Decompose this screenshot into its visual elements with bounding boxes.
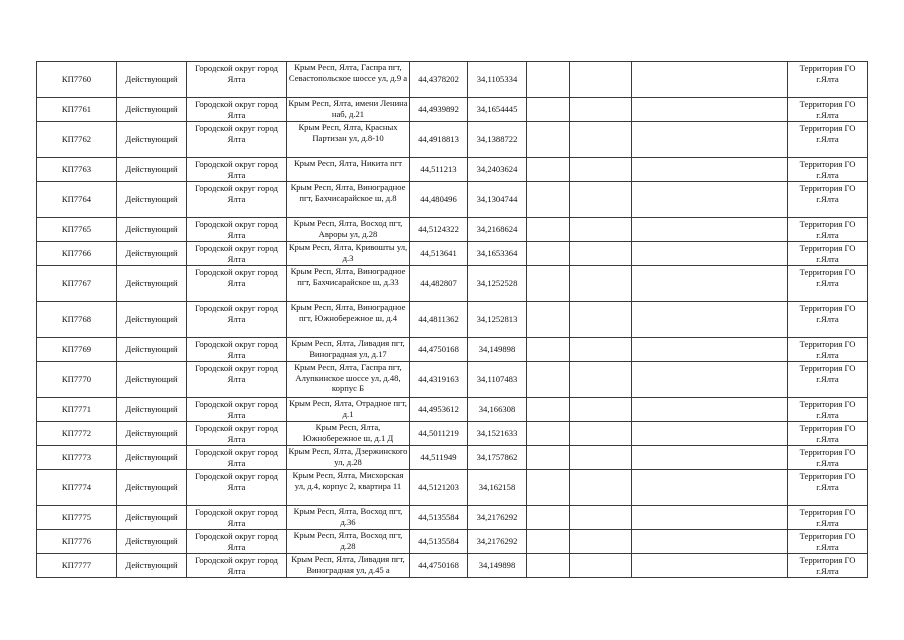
latitude-cell: 44,511949: [410, 446, 468, 470]
latitude-cell: 44,5124322: [410, 218, 468, 242]
address-cell: Крым Респ, Ялта, Восход пгт, д.36: [287, 506, 410, 530]
district-cell: Городской округ город Ялта: [187, 266, 287, 302]
address-cell: Крым Респ, Ялта, Ливадия пгт, Виноградная ул, д.45 а: [287, 554, 410, 578]
empty-cell: [527, 266, 570, 302]
empty-cell: [570, 302, 632, 338]
status-cell: Действующий: [117, 530, 187, 554]
empty-cell: [570, 422, 632, 446]
latitude-cell: 44,4939892: [410, 98, 468, 122]
table-row: [37, 302, 868, 338]
address-cell: Крым Респ, Ялта, Отрадное пгт, д.1: [287, 398, 410, 422]
status-cell: Действующий: [117, 362, 187, 398]
latitude-cell: 44,5135584: [410, 506, 468, 530]
table-row: [37, 242, 868, 266]
longitude-cell: 34,1105334: [468, 62, 527, 98]
empty-cell: [570, 338, 632, 362]
table-row: [37, 554, 868, 578]
status-cell: Действующий: [117, 506, 187, 530]
latitude-cell: 44,4918813: [410, 122, 468, 158]
record-id-cell: КП7764: [37, 182, 117, 218]
longitude-cell: 34,166308: [468, 398, 527, 422]
district-cell: Городской округ город Ялта: [187, 62, 287, 98]
empty-cell: [570, 470, 632, 506]
empty-cell: [632, 554, 788, 578]
record-id-cell: КП7763: [37, 158, 117, 182]
empty-cell: [527, 338, 570, 362]
district-cell: Городской округ город Ялта: [187, 242, 287, 266]
empty-cell: [570, 182, 632, 218]
empty-cell: [632, 422, 788, 446]
latitude-cell: 44,5121203: [410, 470, 468, 506]
district-cell: Городской округ город Ялта: [187, 554, 287, 578]
empty-cell: [632, 242, 788, 266]
address-cell: Крым Респ, Ялта, Кривошты ул, д.3: [287, 242, 410, 266]
territory-cell: Территория ГО г.Ялта: [788, 422, 868, 446]
territory-cell: Территория ГО г.Ялта: [788, 158, 868, 182]
empty-cell: [632, 398, 788, 422]
status-cell: Действующий: [117, 98, 187, 122]
empty-cell: [527, 422, 570, 446]
latitude-cell: 44,4750168: [410, 554, 468, 578]
empty-cell: [570, 218, 632, 242]
district-cell: Городской округ город Ялта: [187, 446, 287, 470]
address-cell: Крым Респ, Ялта, Восход пгт, д.28: [287, 530, 410, 554]
empty-cell: [570, 158, 632, 182]
empty-cell: [527, 122, 570, 158]
territory-cell: Территория ГО г.Ялта: [788, 362, 868, 398]
empty-cell: [632, 446, 788, 470]
record-id-cell: КП7767: [37, 266, 117, 302]
territory-cell: Территория ГО г.Ялта: [788, 98, 868, 122]
table-row: [37, 98, 868, 122]
table-row: [37, 122, 868, 158]
longitude-cell: 34,1304744: [468, 182, 527, 218]
territory-cell: Территория ГО г.Ялта: [788, 218, 868, 242]
empty-cell: [632, 218, 788, 242]
latitude-cell: 44,480496: [410, 182, 468, 218]
record-id-cell: КП7768: [37, 302, 117, 338]
empty-cell: [632, 98, 788, 122]
address-cell: Крым Респ, Ялта, Восход пгт, Авроры ул, д.28: [287, 218, 410, 242]
territory-cell: Территория ГО г.Ялта: [788, 122, 868, 158]
empty-cell: [632, 470, 788, 506]
empty-cell: [527, 242, 570, 266]
district-cell: Городской округ город Ялта: [187, 362, 287, 398]
record-id-cell: КП7769: [37, 338, 117, 362]
empty-cell: [527, 554, 570, 578]
longitude-cell: 34,2168624: [468, 218, 527, 242]
record-id-cell: КП7762: [37, 122, 117, 158]
territory-cell: Территория ГО г.Ялта: [788, 506, 868, 530]
table-row: [37, 266, 868, 302]
empty-cell: [570, 530, 632, 554]
status-cell: Действующий: [117, 554, 187, 578]
empty-cell: [632, 506, 788, 530]
latitude-cell: 44,4319163: [410, 362, 468, 398]
territory-cell: Территория ГО г.Ялта: [788, 62, 868, 98]
record-id-cell: КП7761: [37, 98, 117, 122]
status-cell: Действующий: [117, 218, 187, 242]
empty-cell: [527, 302, 570, 338]
table-row: [37, 62, 868, 98]
territory-cell: Территория ГО г.Ялта: [788, 554, 868, 578]
latitude-cell: 44,511213: [410, 158, 468, 182]
empty-cell: [570, 98, 632, 122]
status-cell: Действующий: [117, 266, 187, 302]
status-cell: Действующий: [117, 470, 187, 506]
status-cell: Действующий: [117, 242, 187, 266]
empty-cell: [632, 362, 788, 398]
record-id-cell: КП7771: [37, 398, 117, 422]
record-id-cell: КП7773: [37, 446, 117, 470]
empty-cell: [632, 62, 788, 98]
district-cell: Городской округ город Ялта: [187, 218, 287, 242]
empty-cell: [527, 398, 570, 422]
territory-cell: Территория ГО г.Ялта: [788, 530, 868, 554]
table-row: [37, 422, 868, 446]
status-cell: Действующий: [117, 422, 187, 446]
status-cell: Действующий: [117, 158, 187, 182]
empty-cell: [527, 218, 570, 242]
district-cell: Городской округ город Ялта: [187, 398, 287, 422]
table-row: [37, 446, 868, 470]
record-id-cell: КП7772: [37, 422, 117, 446]
longitude-cell: 34,162158: [468, 470, 527, 506]
empty-cell: [527, 182, 570, 218]
empty-cell: [570, 62, 632, 98]
territory-cell: Территория ГО г.Ялта: [788, 182, 868, 218]
latitude-cell: 44,5135584: [410, 530, 468, 554]
territory-cell: Территория ГО г.Ялта: [788, 302, 868, 338]
longitude-cell: 34,1654445: [468, 98, 527, 122]
record-id-cell: КП7770: [37, 362, 117, 398]
address-cell: Крым Респ, Ялта, Дзержинского ул, д.28: [287, 446, 410, 470]
territory-cell: Территория ГО г.Ялта: [788, 446, 868, 470]
table-row: [37, 506, 868, 530]
empty-cell: [632, 530, 788, 554]
empty-cell: [632, 158, 788, 182]
empty-cell: [527, 470, 570, 506]
latitude-cell: 44,482807: [410, 266, 468, 302]
status-cell: Действующий: [117, 338, 187, 362]
empty-cell: [570, 242, 632, 266]
address-cell: Крым Респ, Ялта, Ливадия пгт, Виноградная ул, д.17: [287, 338, 410, 362]
empty-cell: [527, 98, 570, 122]
latitude-cell: 44,4953612: [410, 398, 468, 422]
status-cell: Действующий: [117, 182, 187, 218]
empty-cell: [570, 446, 632, 470]
district-cell: Городской округ город Ялта: [187, 506, 287, 530]
longitude-cell: 34,2176292: [468, 506, 527, 530]
longitude-cell: 34,1653364: [468, 242, 527, 266]
empty-cell: [632, 302, 788, 338]
table-row: [37, 218, 868, 242]
address-cell: Крым Респ, Ялта, имени Ленина наб, д.21: [287, 98, 410, 122]
territory-cell: Территория ГО г.Ялта: [788, 266, 868, 302]
table-row: [37, 182, 868, 218]
table-row: [37, 158, 868, 182]
status-cell: Действующий: [117, 122, 187, 158]
table-row: [37, 338, 868, 362]
table-row: [37, 470, 868, 506]
address-cell: Крым Респ, Ялта, Виноградное пгт, Южнобережное ш, д.4: [287, 302, 410, 338]
district-cell: Городской округ город Ялта: [187, 98, 287, 122]
longitude-cell: 34,1252813: [468, 302, 527, 338]
table-row: [37, 530, 868, 554]
longitude-cell: 34,1388722: [468, 122, 527, 158]
status-cell: Действующий: [117, 62, 187, 98]
empty-cell: [570, 266, 632, 302]
record-id-cell: КП7777: [37, 554, 117, 578]
empty-cell: [570, 554, 632, 578]
latitude-cell: 44,513641: [410, 242, 468, 266]
record-id-cell: КП7765: [37, 218, 117, 242]
district-cell: Городской округ город Ялта: [187, 530, 287, 554]
empty-cell: [527, 446, 570, 470]
district-cell: Городской округ город Ялта: [187, 182, 287, 218]
address-cell: Крым Респ, Ялта, Виноградное пгт, Бахчисарайское ш, д.33: [287, 266, 410, 302]
empty-cell: [632, 182, 788, 218]
territory-cell: Территория ГО г.Ялта: [788, 470, 868, 506]
empty-cell: [632, 338, 788, 362]
longitude-cell: 34,2403624: [468, 158, 527, 182]
table-row: [37, 398, 868, 422]
record-id-cell: КП7775: [37, 506, 117, 530]
district-cell: Городской округ город Ялта: [187, 302, 287, 338]
longitude-cell: 34,1252528: [468, 266, 527, 302]
address-cell: Крым Респ, Ялта, Гаспра пгт, Алупкинское шоссе ул, д.48, корпус Б: [287, 362, 410, 398]
address-cell: Крым Респ, Ялта, Южнобережное ш, д.1 Д: [287, 422, 410, 446]
record-id-cell: КП7766: [37, 242, 117, 266]
empty-cell: [570, 362, 632, 398]
status-cell: Действующий: [117, 446, 187, 470]
empty-cell: [632, 266, 788, 302]
district-cell: Городской округ город Ялта: [187, 158, 287, 182]
latitude-cell: 44,5011219: [410, 422, 468, 446]
address-cell: Крым Респ, Ялта, Никита пгт: [287, 158, 410, 182]
longitude-cell: 34,2176292: [468, 530, 527, 554]
empty-cell: [527, 158, 570, 182]
longitude-cell: 34,1107483: [468, 362, 527, 398]
territory-cell: Территория ГО г.Ялта: [788, 338, 868, 362]
record-id-cell: КП7774: [37, 470, 117, 506]
district-cell: Городской округ город Ялта: [187, 422, 287, 446]
district-cell: Городской округ город Ялта: [187, 470, 287, 506]
address-cell: Крым Респ, Ялта, Гаспра пгт, Севастопольское шоссе ул, д.9 а: [287, 62, 410, 98]
table-body: [37, 62, 868, 578]
empty-cell: [632, 122, 788, 158]
empty-cell: [527, 506, 570, 530]
empty-cell: [527, 362, 570, 398]
longitude-cell: 34,149898: [468, 554, 527, 578]
longitude-cell: 34,1757862: [468, 446, 527, 470]
status-cell: Действующий: [117, 398, 187, 422]
records-table: [36, 61, 868, 578]
empty-cell: [527, 62, 570, 98]
record-id-cell: КП7776: [37, 530, 117, 554]
district-cell: Городской округ город Ялта: [187, 122, 287, 158]
latitude-cell: 44,4811362: [410, 302, 468, 338]
latitude-cell: 44,4378202: [410, 62, 468, 98]
longitude-cell: 34,149898: [468, 338, 527, 362]
status-cell: Действующий: [117, 302, 187, 338]
district-cell: Городской округ город Ялта: [187, 338, 287, 362]
address-cell: Крым Респ, Ялта, Красных Партизан ул, д.8-10: [287, 122, 410, 158]
table-row: [37, 362, 868, 398]
longitude-cell: 34,1521633: [468, 422, 527, 446]
empty-cell: [570, 122, 632, 158]
address-cell: Крым Респ, Ялта, Мисхорская ул, д.4, корпус 2, квартира 11: [287, 470, 410, 506]
empty-cell: [570, 398, 632, 422]
latitude-cell: 44,4750168: [410, 338, 468, 362]
record-id-cell: КП7760: [37, 62, 117, 98]
empty-cell: [527, 530, 570, 554]
address-cell: Крым Респ, Ялта, Виноградное пгт, Бахчисарайское ш, д.8: [287, 182, 410, 218]
territory-cell: Территория ГО г.Ялта: [788, 242, 868, 266]
territory-cell: Территория ГО г.Ялта: [788, 398, 868, 422]
empty-cell: [570, 506, 632, 530]
